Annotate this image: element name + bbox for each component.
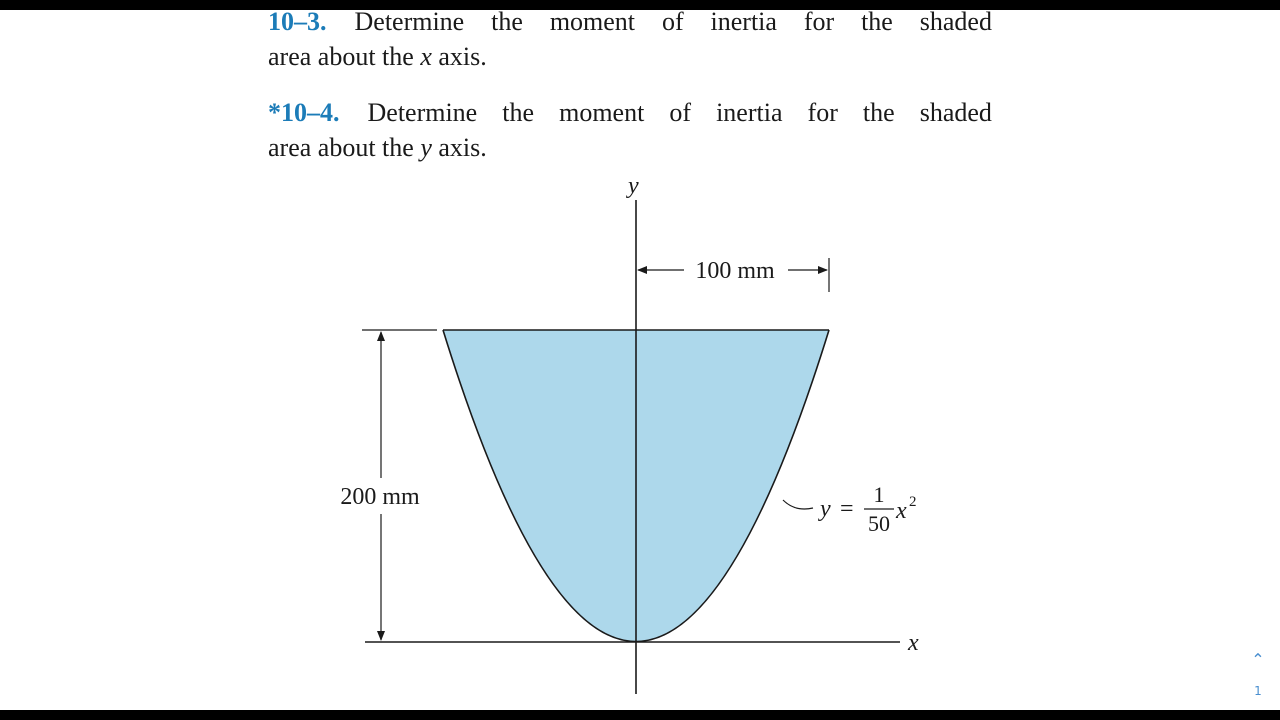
problem-word: shaded: [919, 98, 992, 127]
problem-number: *10–4.: [268, 98, 340, 127]
problem-word: inertia: [710, 7, 777, 36]
equation-variable: x: [896, 498, 907, 524]
problem-word: Determine: [354, 7, 465, 36]
equation-exponent: 2: [909, 494, 917, 510]
equation-equals: =: [840, 496, 854, 522]
equation-numerator: 1: [873, 482, 885, 507]
bottom-letterbox-bar: [0, 710, 1280, 720]
problem-word: shaded: [919, 7, 992, 36]
problem-word: for: [803, 7, 835, 36]
problem-word: Determine: [367, 98, 478, 127]
problem-text: area about the: [268, 42, 421, 71]
problem-word: the: [491, 7, 523, 36]
problem-word: moment: [559, 98, 645, 127]
x-axis-label: x: [908, 630, 919, 656]
problem-text: axis.: [431, 42, 487, 71]
height-dimension-label: 200 mm: [340, 484, 420, 510]
problem-word: the: [862, 98, 895, 127]
problem-text: area about the: [268, 133, 421, 162]
equation-denominator: 50: [868, 511, 890, 536]
problem-word: of: [661, 7, 684, 36]
problem-word: moment: [549, 7, 636, 36]
problem-number: 10–3.: [268, 7, 327, 36]
y-axis-label: y: [628, 173, 639, 199]
problem-word: inertia: [716, 98, 783, 127]
axis-variable: y: [420, 133, 432, 162]
problem-word: the: [502, 98, 535, 127]
problem-word: the: [861, 7, 893, 36]
problem-text: axis.: [431, 133, 487, 162]
width-dimension-label: 100 mm: [695, 258, 775, 284]
equation-lhs: y: [820, 496, 831, 522]
equation-leader-line: [783, 500, 813, 509]
problem-word: of: [669, 98, 692, 127]
axis-variable: x: [420, 42, 432, 71]
page-number-indicator: 1: [1254, 684, 1262, 698]
problem-word: for: [807, 98, 838, 127]
chevron-up-icon[interactable]: ⌃: [1251, 650, 1265, 669]
